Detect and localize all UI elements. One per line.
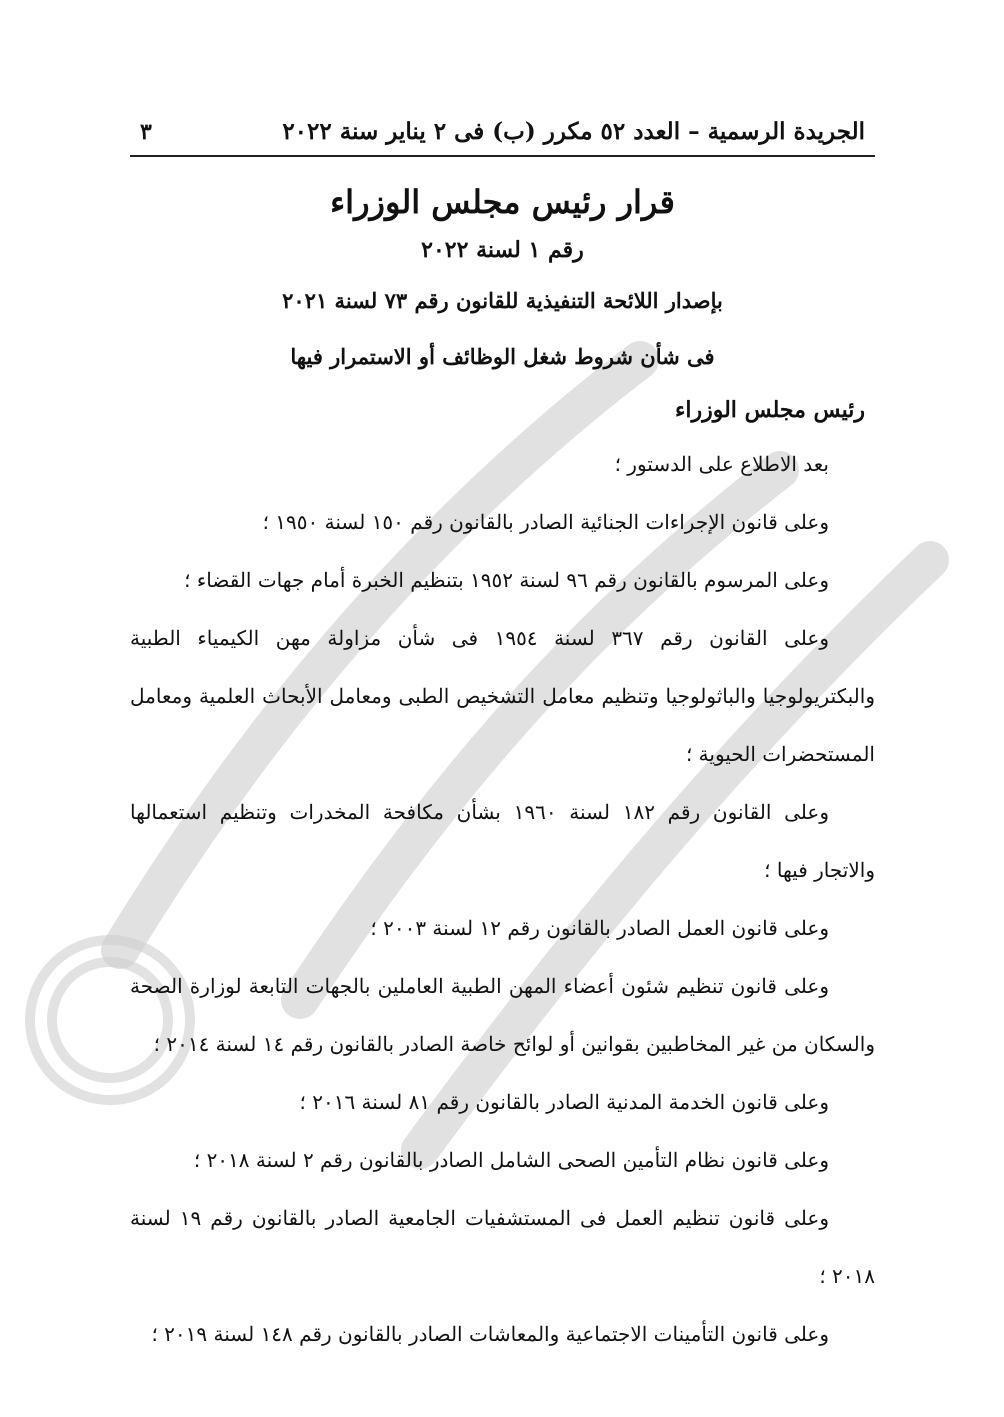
paragraph: [130, 1073, 875, 1131]
paragraph-text: وعلى قانون نظام التأمين الصحى الشامل الصادر بالقانون رقم ٢ لسنة ٢٠١٨ ؛: [193, 1148, 829, 1172]
paragraph-text: بعد الاطلاع على الدستور ؛: [614, 452, 829, 476]
paragraph-text: وعلى القانون رقم ١٨٢ لسنة ١٩٦٠ بشأن مكافحة المخدرات وتنظيم استعمالها والاتجار فيها ؛: [130, 800, 875, 882]
paragraph: [130, 957, 875, 1073]
paragraph: [130, 1305, 875, 1363]
paragraph-text: وعلى قانون التأمينات الاجتماعية والمعاشات الصادر بالقانون رقم ١٤٨ لسنة ٢٠١٩ ؛: [151, 1322, 829, 1346]
preamble: [130, 435, 875, 1363]
paragraph: [130, 1131, 875, 1189]
paragraph: [130, 783, 875, 899]
page-header: [130, 118, 875, 157]
decree-title: قرار رئيس مجلس الوزراء: [330, 183, 675, 221]
paragraph-text: وعلى المرسوم بالقانون رقم ٩٦ لسنة ١٩٥٢ بتنظيم الخبرة أمام جهات القضاء ؛: [184, 568, 829, 592]
paragraph: [130, 551, 875, 609]
gazette-header-title: الجريدة الرسمية – العدد ٥٢ مكرر (ب) فى ٢ يناير سنة ٢٠٢٢: [282, 118, 865, 145]
decree-number: رقم ١ لسنة ٢٠٢٢: [421, 237, 584, 263]
paragraph: [130, 609, 875, 783]
paragraph: [130, 435, 875, 493]
gazette-page: [130, 118, 875, 1363]
paragraph-text: وعلى قانون تنظيم العمل فى المستشفيات الجامعية الصادر بالقانون رقم ١٩ لسنة ٢٠١٨ ؛: [130, 1206, 875, 1288]
paragraph-text: وعلى قانون العمل الصادر بالقانون رقم ١٢ لسنة ٢٠٠٣ ؛: [370, 916, 829, 940]
paragraph: [130, 1189, 875, 1305]
paragraph-text: وعلى قانون الخدمة المدنية الصادر بالقانون رقم ٨١ لسنة ٢٠١٦ ؛: [299, 1090, 829, 1114]
decree-subject-line-2: فى شأن شروط شغل الوظائف أو الاستمرار فيها: [290, 344, 715, 369]
paragraph: [130, 899, 875, 957]
paragraph-text: وعلى القانون رقم ٣٦٧ لسنة ١٩٥٤ فى شأن مزاولة مهن الكيمياء الطبية والبكتريولوجيا والباثولوجيا وتنظيم معامل التشخيص الطبى ومعامل الأبحاث العلمية ومعامل المستحضرات الحيوية ؛: [130, 626, 875, 766]
issuer-heading: رئيس مجلس الوزراء: [675, 397, 865, 423]
paragraph-text: وعلى قانون تنظيم شئون أعضاء المهن الطبية العاملين بالجهات التابعة لوزارة الصحة والسكان من غير المخاطبين بقوانين أو لوائح خاصة الصادر بالقانون رقم ١٤ لسنة ٢٠١٤ ؛: [130, 974, 875, 1056]
decree-subject-line-1: بإصدار اللائحة التنفيذية للقانون رقم ٧٣ لسنة ٢٠٢١: [282, 288, 723, 313]
paragraph: [130, 493, 875, 551]
paragraph-text: وعلى قانون الإجراءات الجنائية الصادر بالقانون رقم ١٥٠ لسنة ١٩٥٠ ؛: [262, 510, 829, 534]
page-number: ٣: [140, 119, 152, 145]
